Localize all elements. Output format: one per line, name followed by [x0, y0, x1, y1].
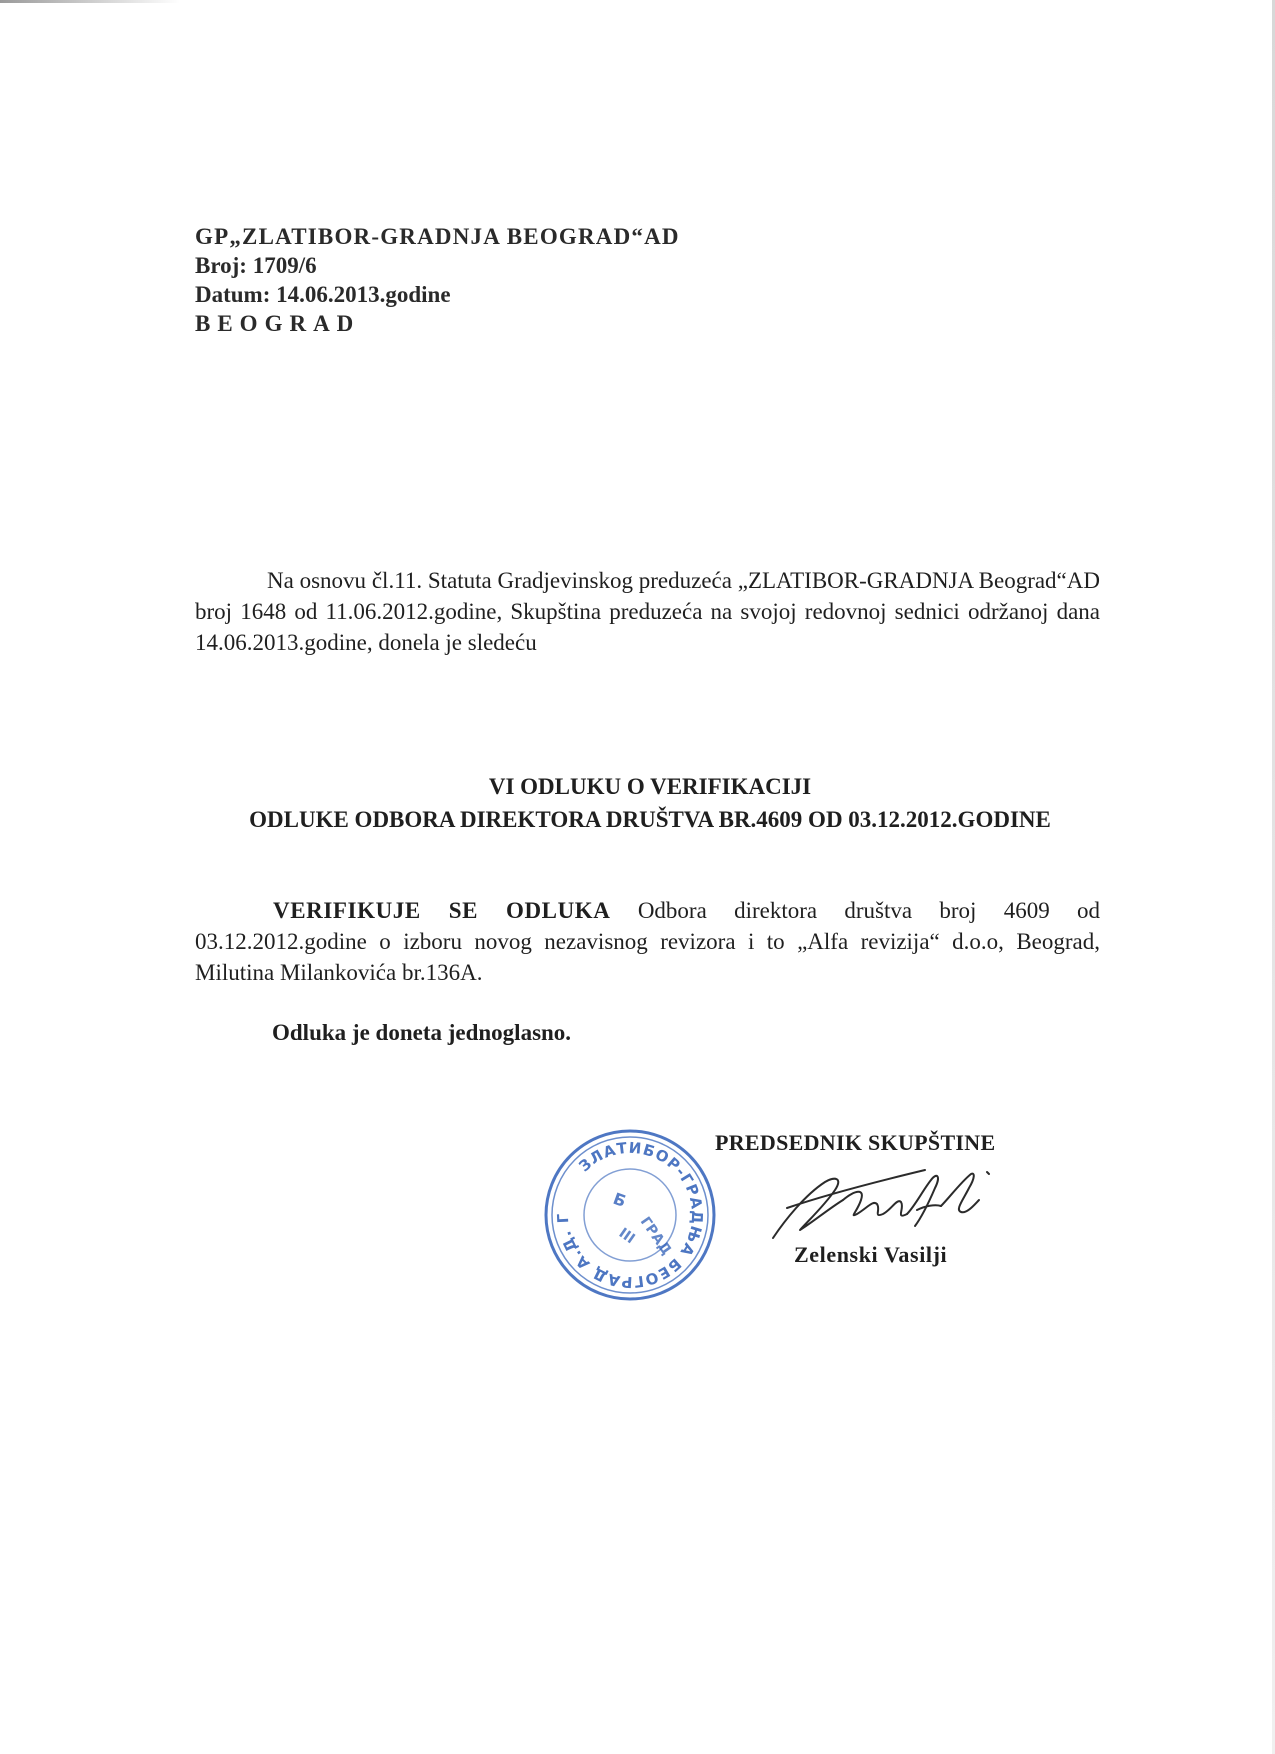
- unanimous-statement: Odluka je doneta jednoglasno.: [272, 1020, 572, 1045]
- intro-text: Na osnovu čl.11. Statuta Gradjevinskog preduzeća „ZLATIBOR-GRADNJA Beograd“AD broj 1648 od 11.06.2012.godine, Skupština preduzeća na svojoj redovnoj sednici održanoj dana 14.06.2013.godine, donela je sledeću: [195, 568, 1100, 655]
- stamp-center-text-3: III: [615, 1225, 638, 1248]
- company-name: GP„ZLATIBOR-GRADNJA BEOGRAD“AD: [195, 224, 680, 249]
- document-header: [195, 222, 680, 338]
- decision-lead: VERIFIKUJE SE ODLUKA: [273, 898, 611, 923]
- signature-block: [715, 1130, 1075, 1267]
- decision-title-line1: VI ODLUKU O VERIFIKACIJI: [488, 774, 812, 799]
- scan-edge-top: [0, 0, 180, 3]
- stamp-ring-text: ЗЛАТИБОР-ГРАДЊА БЕОГРАД А.Д. Г: [553, 1138, 707, 1292]
- president-title: PREDSEDNIK SKUPŠTINE: [715, 1130, 996, 1155]
- document-number: Broj: 1709/6: [195, 253, 317, 278]
- signer-name: Zelenski Vasilji: [794, 1242, 948, 1267]
- stamp-center-text-1: Б: [610, 1188, 629, 1211]
- official-stamp: [540, 1125, 720, 1305]
- decision-title: [150, 770, 1150, 836]
- stamp-seal-icon: [540, 1125, 720, 1305]
- decision-paragraph: [195, 895, 1100, 988]
- decision-text: Odbora direktora društva broj 4609 od 03.12.2012.godine o izboru novog nezavisnog revizora i to „Alfa revizija“ d.o.o, Beograd, Milutina Milankovića br.136A.: [195, 898, 1100, 985]
- document-date: Datum: 14.06.2013.godine: [195, 282, 451, 307]
- handwritten-signature-icon: [765, 1160, 995, 1245]
- decision-title-line2: ODLUKE ODBORA DIREKTORA DRUŠTVA BR.4609 OD 03.12.2012.GODINE: [249, 807, 1051, 832]
- stamp-center-text-2: ГРАД: [636, 1214, 675, 1259]
- intro-paragraph: [195, 565, 1100, 658]
- document-city: BEOGRAD: [195, 311, 361, 336]
